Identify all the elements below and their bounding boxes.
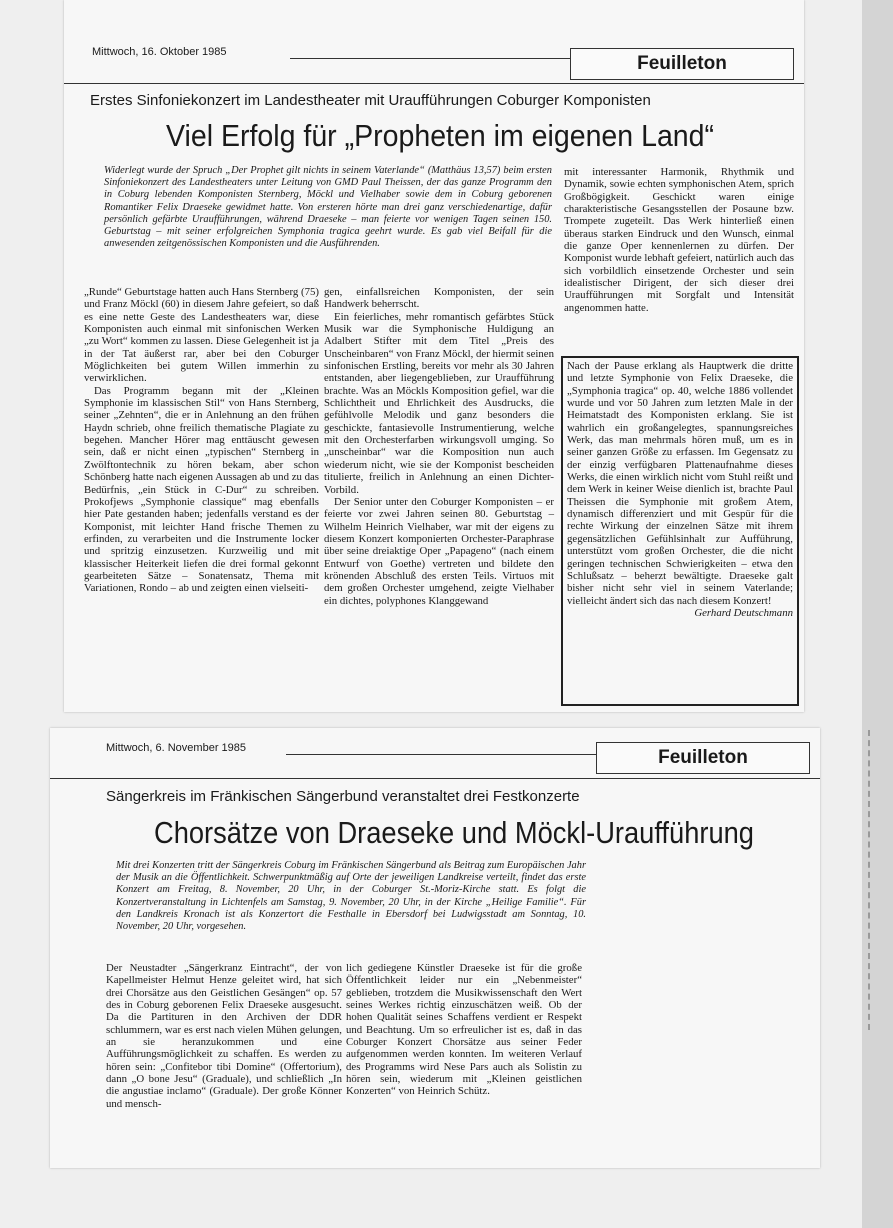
article1-col2-para-2: Ein feierliches, mehr romantisch gefärbtes Stück Musik war die Symphonische Huldigung an Adalbert Stifter mit dem Titel „Preis des Unscheinbaren“ von Franz Möckl, der hiermit seinen sinfonischen Erstling, bereits vor mehr als 30 Jahren entstanden, aber liegengeblieben, zur Uraufführung brachte. Was an Möckls Komposition gefiel, war die Schlichtheit und Ehrlichkeit des Ausdrucks, die gefühlvolle Melodik und ganz besonders die geschickte, fantasievolle Instrumentierung, welche mit den Orchesterfarben wirkungsvoll umging. So „unscheinbar“ war die Komposition nun auch wiederum nicht, wie sie der Komponist bescheiden titulierte, freilich in Anlehnung an einen Dichter-Vorbild. xyxy=(324,310,554,496)
page-edge-shadow xyxy=(862,0,893,1228)
article2-col1-para: Der Neustadter „Sängerkranz Eintracht“, der von Kapellmeister Helmut Henze geleitet wird, hat sich drei Chorsätze aus den Geistlichen Gesängen“ op. 57 des in Coburg geborenen Felix Draeseke ausgesucht. Da die Partituren in den Archiven der DDR schlummern, war es erst nach vielen Mühen gelungen, an sie heranzukommen und eine Aufführungsmöglichkeit zu schaffen. Es werden zu hören sein: „Confitebor tibi Domine“ (Offertorium), dann „O bone Jesu“ (Graduale), und schließlich „In die angustiae inclamo“ (Graduale). Der große Könner und mensch- xyxy=(106,962,342,1110)
clipping-article-2 xyxy=(50,728,820,1168)
article1-column-3 xyxy=(564,166,794,314)
article1-lead: Widerlegt wurde der Spruch „Der Prophet gilt nichts in seinem Vaterlande“ (Matthäus 13,57) beim ersten Sinfoniekonzert des Landestheaters unter Leitung von GMD Paul Theissen, der das ganze Programm den in Coburg lebenden Komponisten Sternberg, Möckl und Vielhaber sowie dem in Coburg geborenen Romantiker Felix Draeseke gewidmet hatte. Von ersteren hörte man drei ganz verschiedenartige, dafür persönlich gefärbte Uraufführungen, während Draeseke – man feierte vor wenigen Tagen seinen 150. Geburtstag – mit seiner erfolgreichen Symphonia tragica geehrt wurde. Es gab viel Beifall für die anwesenden zeitgenössischen Komponisten und die Ausführenden. xyxy=(104,165,552,250)
article1-boxed-text: Nach der Pause erklang als Hauptwerk die dritte und letzte Symphonie von Felix Draeseke, die „Symphonia tragica“ op. 40, welche 1886 vollendet wurde und vor 50 Jahren zum letzten Male in der Heimatstadt des Komponisten erklang. Sie ist wahrlich ein großangelegtes, spannungsreiches Werk, das man mehrmals hören muß, um es in seiner ganzen Größe zu erfassen. Im Gegensatz zu der einzig verfügbaren Plattenaufnahme dieses Werks, die einen wirklich nicht vom Stuhl reißt und dem Werk in keiner Weise dienlich ist, brachte Paul Theissen die Symphonie mit großem Atem, dynamisch differenziert und mit Gespür für die rechte Wirkung der einzelnen Sätze mit ihrem gegensätzlichen Gefühlsinhalt zur Aufführung, unterstützt vom großen Orchester, die die nicht geringen technischen Schwierigkeiten – etwa den Schlußsatz – beherzt bewältigte. Draeseke galt bisher nicht sehr viel in seinem Vaterlande; vielleicht ändert sich das nach diesem Konzert! xyxy=(567,360,793,607)
article1-column-2 xyxy=(324,286,554,607)
section-rule-2 xyxy=(50,778,820,779)
section-rule xyxy=(64,83,804,84)
article1-col1-para-1: „Runde“ Geburtstage hatten auch Hans Sternberg (75) und Franz Möckl (60) in diesem Jahre gefeiert, so daß es eine nette Geste des Landestheaters war, diese Komponisten auch einmal mit sinfonischen Werken „zu Wort“ kommen zu lassen. Diese Gelegenheit ist ja in der Tat äußerst rar, aber bei den Coburger Möglichkeiten bei gutem Willen immerhin zu verwirklichen. xyxy=(84,286,319,385)
article2-headline: Chorsätze von Draeseke und Möckl-Uraufführung xyxy=(154,815,754,850)
article1-col2-para-1: gen, einfallsreichen Komponisten, der sein Handwerk beherrscht. xyxy=(324,286,554,311)
article2-date: Mittwoch, 6. November 1985 xyxy=(106,742,247,754)
article1-boxed-section xyxy=(561,356,799,706)
article1-column-1 xyxy=(84,286,319,595)
article2-column-2 xyxy=(346,962,582,1098)
article2-col2-para: lich gediegene Künstler Draeseke ist für die große Öffentlichkeit leider nur ein „Nebenmeister“ geblieben, trotzdem die Musikwissenschaft den Wert seines Werkes richtig einzuschätzen weiß. Ob der hohen Qualität seines Schaffens verdient er Respekt und Beachtung. Um so erfreulicher ist es, daß in das Coburger Konzert Chorsätze aus seiner Feder aufgenommen werden konnten. Im weiteren Verlauf des Programms wird Nese Pars auch als Solistin zu hören sein, wiederum mit „Kleinen geistlichen Konzerten“ von Heinrich Schütz. xyxy=(346,962,582,1098)
article2-lead: Mit drei Konzerten tritt der Sängerkreis Coburg im Fränkischen Sängerbund als Beitrag zum Europäischen Jahr der Musik an die Öffentlichkeit. Schwerpunktmäßig auf Orte der jeweiligen Landkreise verteilt, findet das erste Konzert am Freitag, 8. November, 20 Uhr, in der Coburger St.-Moriz-Kirche statt. Es folgt die Konzertveranstaltung in Lichtenfels am Samstag, 9. November, 20 Uhr, in der Kirche „Heilige Familie“. Für den Landkreis Kronach ist als Konzertort die Festhalle in Ebersdorf bei Ludwigsstadt am Sonntag, 10. November, 20 Uhr, vorgesehen. xyxy=(116,860,586,933)
article2-column-1 xyxy=(106,962,342,1110)
clipping-article-1 xyxy=(64,0,804,712)
date-rule xyxy=(290,58,570,59)
article1-section-label: Feuilleton xyxy=(637,53,727,74)
article1-section-box xyxy=(570,48,794,80)
article1-date: Mittwoch, 16. Oktober 1985 xyxy=(92,46,227,58)
date-rule-2 xyxy=(286,754,596,755)
article1-col2-para-3: Der Senior unter den Coburger Komponisten – er feierte vor zwei Jahren seinen 80. Geburtstag – Wilhelm Heinrich Vielhaber, war mit der eigens zu diesem Konzert komponierten Orchester-Paraphrase über seine dreiaktige Oper „Papageno“ (nach einem Entwurf von Goethe) vertreten und bildete den krönenden Abschluß des ersten Teils. Virtuos mit dem großen Orchester umgehend, zeigte Vielhaber ein dichtes, polyphones Klanggewand xyxy=(324,495,554,607)
article1-kicker: Erstes Sinfoniekonzert im Landestheater mit Uraufführungen Coburger Komponisten xyxy=(90,92,651,109)
article2-section-box xyxy=(596,742,810,774)
article1-headline: Viel Erfolg für „Propheten im eigenen Land“ xyxy=(166,118,715,153)
article1-author: Gerhard Deutschmann xyxy=(694,606,793,619)
article1-col1-para-2: Das Programm begann mit der „Kleinen Symphonie im klassischen Stil“ von Hans Sternberg, seiner „Zehnten“, die er in Anlehnung an den frühen Haydn schrieb, ohne freilich thematische Plagiate zu begehen. Mancher Hörer mag enttäuscht gewesen sein, daß er nicht einen „typischen“ Sternberg in Zwölftontechnik zu hören bekam, aber schon Schönberg hatte nach eigenen Aussagen ab und zu das Bedürfnis, „ein Stück in C-Dur“ zu schreiben. Prokofjews „Symphonie classique“ mag ebenfalls hier Pate gestanden haben; jedenfalls verstand es der Komponist, mit leichter Hand frische Themen zu erfinden, zu verarbeiten und die Instrumente locker und spritzig einzusetzen. Kurzweilig und mit klassischer Heiterkeit liefen die drei formal gekonnt gearbeiteten Sätze – Sonatensatz, Thema mit Variationen, Rondo – ab und zeigten einen vielseiti- xyxy=(84,384,319,595)
article2-kicker: Sängerkreis im Fränkischen Sängerbund veranstaltet drei Festkonzerte xyxy=(106,788,580,805)
article1-col3-para: mit interessanter Harmonik, Rhythmik und Dynamik, sowie echten symphonischen Atem, sprich Großbögigkeit. Geschickt waren einige charakteristische Gesangsstellen der Posaune bzw. Trompete zugeteilt. Das Werk hinterließ einen überaus starken Eindruck und den Wunsch, einmal die ganze Oper kennenlernen zu dürfen. Der Komponist wurde lebhaft gefeiert, natürlich auch das sich vorbildlich einsetzende Orchester und sein idealistischer Dirigent, der sich dieser drei Uraufführungen mit Sorgfalt und Intensität angenommen hatte. xyxy=(564,166,794,314)
article2-section-label: Feuilleton xyxy=(658,747,748,768)
perforation-marks xyxy=(868,730,878,1030)
